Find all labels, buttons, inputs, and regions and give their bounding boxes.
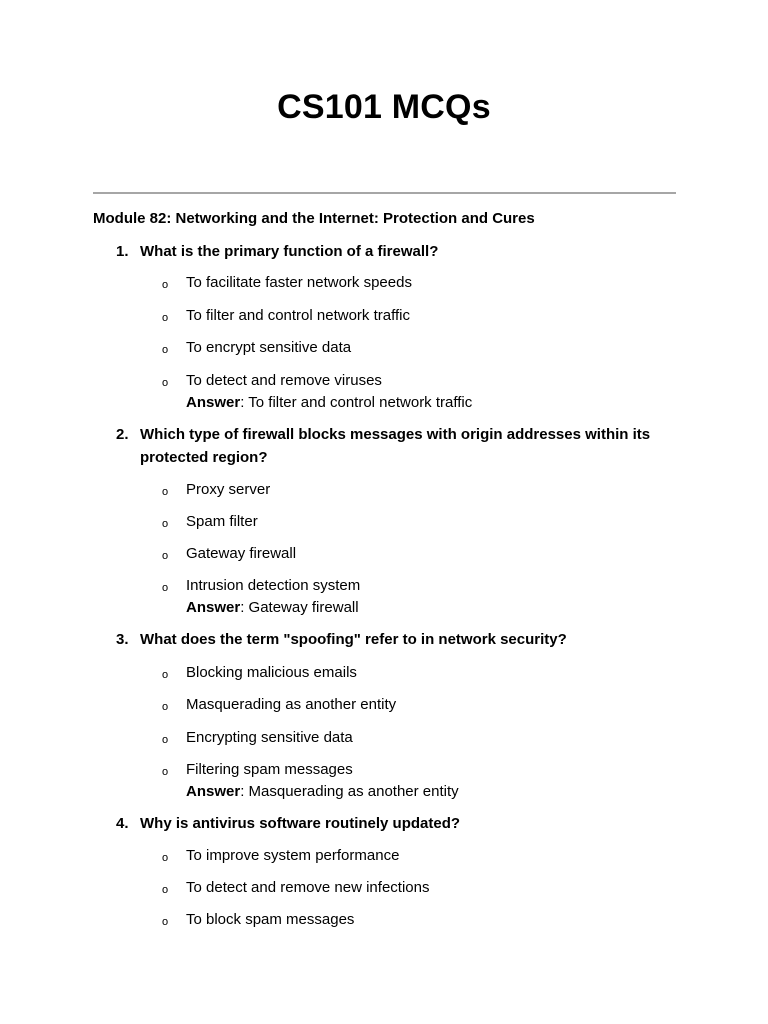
- bullet-circle-icon: o: [162, 312, 169, 324]
- bullet-circle-icon: o: [162, 701, 169, 713]
- answer-line: Answer: To filter and control network traffic: [186, 394, 473, 411]
- question-number: 1.: [116, 243, 129, 260]
- answer-text: Gateway firewall: [248, 599, 359, 616]
- option-item: To facilitate faster network speeds: [186, 274, 412, 291]
- bullet-circle-icon: o: [162, 669, 169, 681]
- question-number: 4.: [116, 815, 129, 832]
- option-item: Masquerading as another entity: [186, 696, 397, 713]
- bullet-circle-icon: o: [162, 344, 169, 356]
- module-heading: Module 82: Networking and the Internet: Protection and Cures: [93, 210, 535, 227]
- option-item: Blocking malicious emails: [186, 664, 357, 681]
- answer-line: Answer: Gateway firewall: [186, 599, 359, 616]
- bullet-circle-icon: o: [162, 486, 169, 498]
- bullet-circle-icon: o: [162, 582, 169, 594]
- question-text: What is the primary function of a firewall?: [140, 243, 439, 260]
- bullet-circle-icon: o: [162, 518, 169, 530]
- bullet-circle-icon: o: [162, 852, 169, 864]
- horizontal-divider: [93, 192, 676, 194]
- option-item: To improve system performance: [186, 847, 400, 864]
- bullet-circle-icon: o: [162, 550, 169, 562]
- answer-label: Answer: [186, 783, 241, 800]
- question-number: 2.: [116, 426, 129, 443]
- bullet-circle-icon: o: [162, 734, 169, 746]
- answer-label: Answer: [186, 394, 241, 411]
- option-item: To encrypt sensitive data: [186, 339, 352, 356]
- option-item: To detect and remove viruses: [186, 372, 382, 389]
- answer-text: To filter and control network traffic: [248, 394, 473, 411]
- bullet-circle-icon: o: [162, 916, 169, 928]
- option-item: To detect and remove new infections: [186, 879, 430, 896]
- answer-line: Answer: Masquerading as another entity: [186, 783, 459, 800]
- bullet-circle-icon: o: [162, 884, 169, 896]
- answer-text: Masquerading as another entity: [248, 783, 459, 800]
- bullet-circle-icon: o: [162, 279, 169, 291]
- bullet-circle-icon: o: [162, 377, 169, 389]
- question-text: What does the term "spoofing" refer to in network security?: [140, 631, 567, 648]
- option-item: Spam filter: [186, 513, 258, 530]
- option-item: Filtering spam messages: [186, 761, 353, 778]
- question-text: Which type of firewall blocks messages with origin addresses within its protected region?: [140, 426, 651, 466]
- question-number: 3.: [116, 631, 129, 648]
- option-item: To block spam messages: [186, 911, 355, 928]
- page-title: CS101 MCQs: [277, 88, 491, 126]
- answer-label: Answer: [186, 599, 241, 616]
- option-item: Proxy server: [186, 481, 271, 498]
- option-item: To filter and control network traffic: [186, 307, 410, 324]
- option-item: Encrypting sensitive data: [186, 729, 353, 746]
- option-item: Gateway firewall: [186, 545, 297, 562]
- question-text: Why is antivirus software routinely updated?: [140, 815, 461, 832]
- bullet-circle-icon: o: [162, 766, 169, 778]
- option-item: Intrusion detection system: [186, 577, 361, 594]
